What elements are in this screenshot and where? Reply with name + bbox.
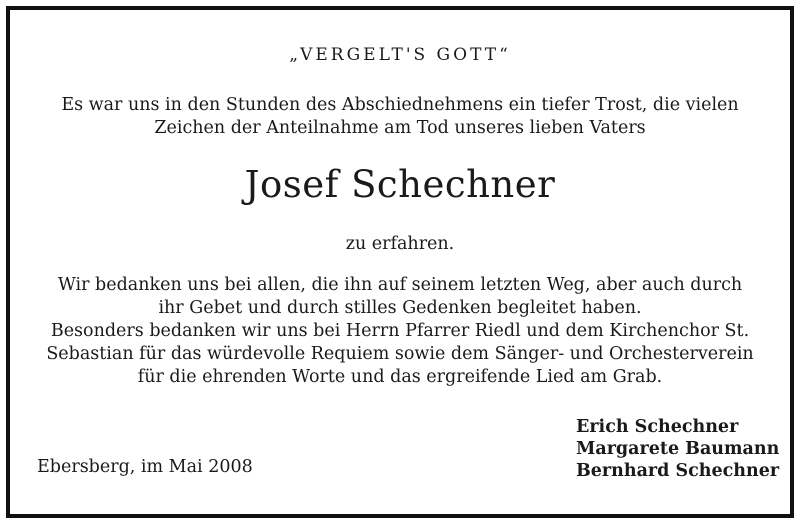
thanks-line: Sebastian für das würdevolle Requiem sowie dem Sänger- und Orchesterverein xyxy=(46,344,754,364)
signer-name: Erich Schechner xyxy=(576,417,739,437)
signers-list xyxy=(576,416,779,482)
obituary-notice xyxy=(6,6,794,518)
thanks-line: für die ehrenden Worte und das ergreifende Lied am Grab. xyxy=(137,367,663,387)
thanks-line: Besonders bedanken wir uns bei Herrn Pfarrer Riedl und dem Kirchenchor St. xyxy=(50,321,750,341)
intro-paragraph xyxy=(10,94,790,140)
intro-line: Es war uns in den Stunden des Abschiednehmens ein tiefer Trost, die vielen xyxy=(61,95,739,115)
deceased-name: Josef Schechner xyxy=(244,163,556,206)
thanks-line: ihr Gebet und durch stilles Gedenken begleitet haben. xyxy=(158,298,642,318)
intro-line: Zeichen der Anteilnahme am Tod unseres lieben Vaters xyxy=(154,118,646,138)
thanks-paragraph xyxy=(10,274,790,389)
place-date: Ebersberg, im Mai 2008 xyxy=(37,457,253,477)
signer-name: Margarete Baumann xyxy=(576,439,780,459)
signer-name: Bernhard Schechner xyxy=(576,461,780,481)
thanks-line: Wir bedanken uns bei allen, die ihn auf seinem letzten Weg, aber auch durch xyxy=(57,275,743,295)
notice-heading: „VERGELT'S GOTT“ xyxy=(289,45,511,65)
continuation-text: zu erfahren. xyxy=(345,234,455,254)
